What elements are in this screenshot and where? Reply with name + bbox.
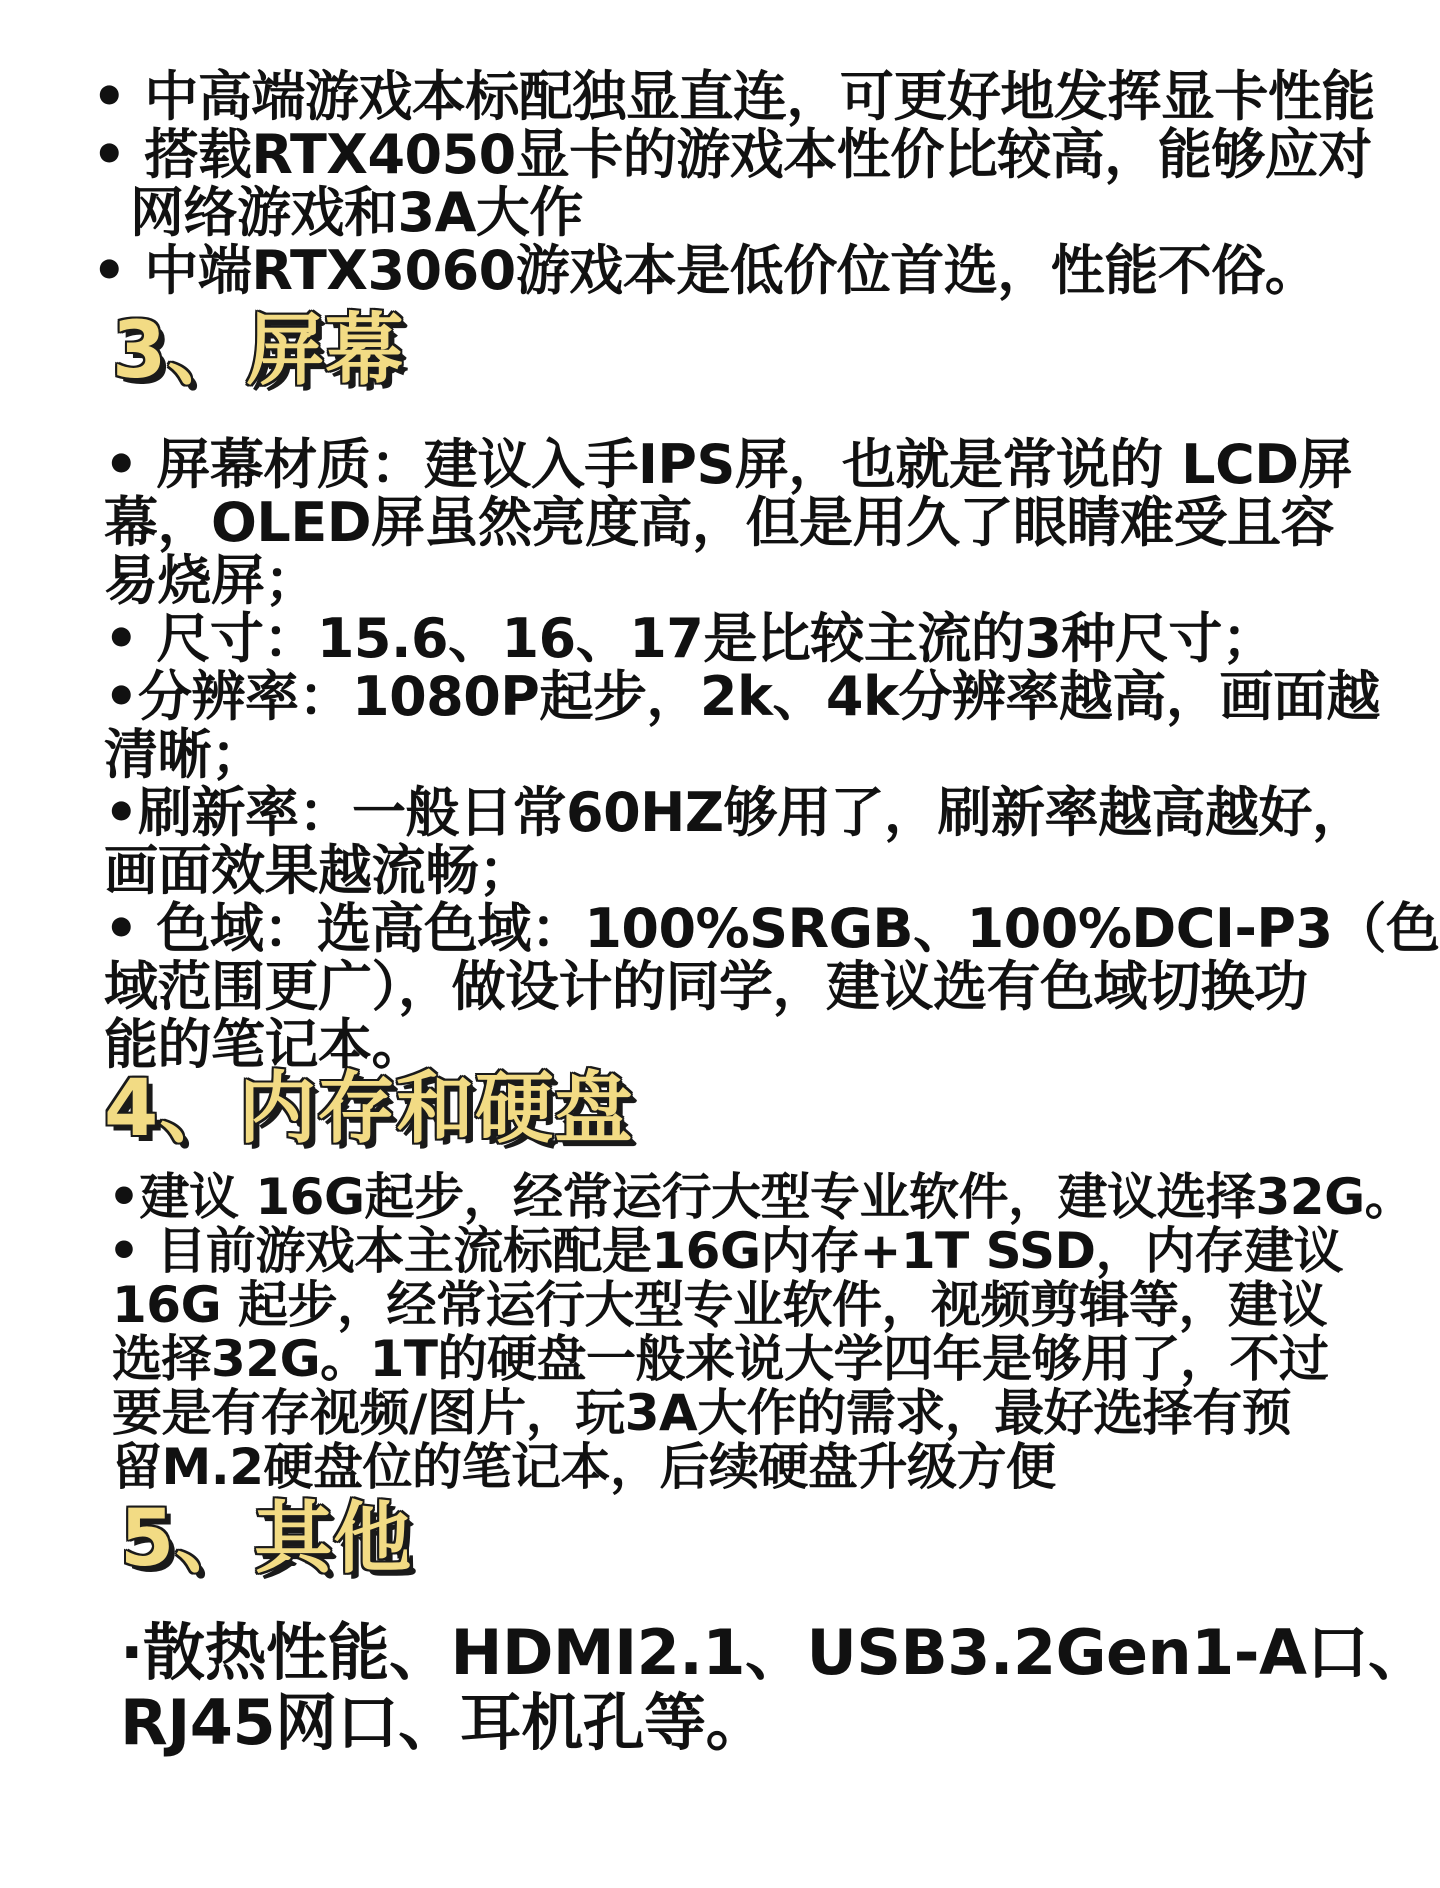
screen-section-list: [0, 433, 1440, 1076]
section-heading-memory: 4、内存和硬盘: [104, 1064, 634, 1154]
bullet-item-continuation: 留M.2硬盘位的笔记本，后续硬盘升级方便: [112, 1438, 1056, 1496]
bullet-item: •建议 16G起步，经常运行大型专业软件，建议选择32G。: [108, 1168, 1415, 1226]
top-bullet-list: [0, 65, 1440, 302]
bullet-item-continuation: 选择32G。1T的硬盘一般来说大学四年是够用了，不过: [112, 1330, 1329, 1388]
bullet-item: •分辨率：1080P起步，2k、4k分辨率越高，画面越: [104, 665, 1380, 728]
bullet-item: • 目前游戏本主流标配是16G内存+1T SSD，内存建议: [108, 1222, 1343, 1280]
bullet-item: ·散热性能、HDMI2.1、USB3.2Gen1-A口、: [120, 1616, 1430, 1689]
bullet-item: • 色域：选高色域：100%SRGB、100%DCI-P3（色: [104, 897, 1440, 960]
other-section-list: [0, 1618, 1440, 1758]
bullet-item-continuation: 画面效果越流畅；: [104, 839, 532, 902]
bullet-item: • 屏幕材质：建议入手IPS屏，也就是常说的 LCD屏: [104, 433, 1353, 496]
bullet-item-continuation: 网络游戏和3A大作: [130, 181, 583, 244]
section-heading-other: 5、其他: [120, 1494, 413, 1584]
bullet-item-continuation: 要是有存视频/图片，玩3A大作的需求，最好选择有预: [112, 1384, 1292, 1442]
bullet-item: • 搭载RTX4050显卡的游戏本性价比较高，能够应对: [92, 123, 1372, 186]
bullet-item-continuation: 幕，OLED屏虽然亮度高，但是用久了眼睛难受且容: [104, 491, 1335, 554]
section-heading-screen: 3、屏幕: [112, 306, 405, 396]
bullet-item-continuation: RJ45网口、耳机孔等。: [120, 1686, 768, 1759]
bullet-item-continuation: 16G 起步，经常运行大型专业软件，视频剪辑等，建议: [112, 1276, 1328, 1334]
memory-section-list: [0, 1170, 1440, 1494]
bullet-item-continuation: 易烧屏；: [104, 549, 318, 612]
bullet-item: • 尺寸：15.6、16、17是比较主流的3种尺寸；: [104, 607, 1276, 670]
bullet-item: •刷新率：一般日常60HZ够用了，刷新率越高越好，: [104, 781, 1366, 844]
bullet-item-continuation: 清晰；: [104, 723, 265, 786]
bullet-item: • 中高端游戏本标配独显直连，可更好地发挥显卡性能: [92, 65, 1375, 128]
bullet-item: • 中端RTX3060游戏本是低价位首选，性能不俗。: [92, 239, 1319, 302]
bullet-item-continuation: 域范围更广），做设计的同学，建议选有色域切换功: [104, 955, 1308, 1018]
bullet-item-continuation: 能的笔记本。: [104, 1013, 425, 1076]
